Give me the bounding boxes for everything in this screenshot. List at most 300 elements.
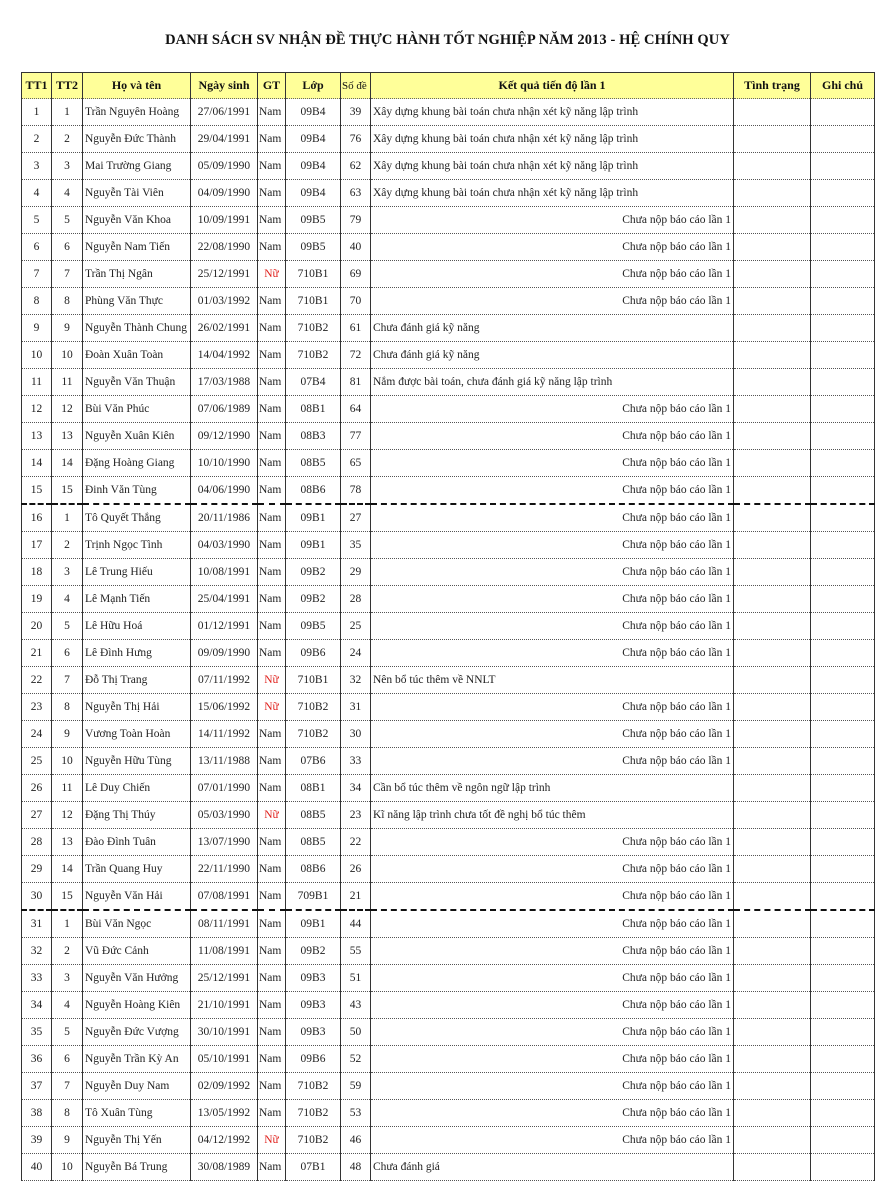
header-gender: GT — [258, 73, 286, 99]
progress-result: Chưa nộp báo cáo lần 1 — [371, 694, 734, 721]
row-tt1: 4 — [22, 180, 52, 207]
birth-date: 04/03/1990 — [191, 532, 258, 559]
status — [734, 99, 811, 126]
row-tt1: 14 — [22, 450, 52, 477]
birth-date: 10/08/1991 — [191, 559, 258, 586]
birth-date: 07/06/1989 — [191, 396, 258, 423]
note — [811, 153, 875, 180]
table-row — [22, 99, 875, 126]
table-row — [22, 532, 875, 559]
student-name: Nguyễn Thị Yến — [83, 1127, 191, 1154]
status — [734, 640, 811, 667]
progress-result: Xây dựng khung bài toán chưa nhận xét kỹ năng lập trình — [371, 153, 734, 180]
gender: Nam — [258, 396, 286, 423]
progress-result: Chưa đánh giá kỹ năng — [371, 342, 734, 369]
topic-number: 35 — [341, 532, 371, 559]
progress-result: Chưa nộp báo cáo lần 1 — [371, 1100, 734, 1127]
student-name: Lê Đình Hưng — [83, 640, 191, 667]
topic-number: 50 — [341, 1019, 371, 1046]
header-tt1: TT1 — [22, 73, 52, 99]
class: 09B4 — [286, 153, 341, 180]
gender: Nam — [258, 938, 286, 965]
birth-date: 17/03/1988 — [191, 369, 258, 396]
note — [811, 748, 875, 775]
status — [734, 450, 811, 477]
table-row — [22, 829, 875, 856]
student-name: Tô Quyết Thắng — [83, 504, 191, 532]
class: 09B3 — [286, 992, 341, 1019]
birth-date: 05/10/1991 — [191, 1046, 258, 1073]
table-row — [22, 396, 875, 423]
header-name: Họ và tên — [83, 73, 191, 99]
class: 710B2 — [286, 694, 341, 721]
status — [734, 369, 811, 396]
class: 09B1 — [286, 504, 341, 532]
row-tt2: 5 — [52, 207, 83, 234]
row-tt2: 3 — [52, 965, 83, 992]
status — [734, 261, 811, 288]
progress-result: Chưa nộp báo cáo lần 1 — [371, 640, 734, 667]
birth-date: 04/12/1992 — [191, 1127, 258, 1154]
topic-number: 43 — [341, 992, 371, 1019]
gender: Nữ — [258, 802, 286, 829]
row-tt1: 2 — [22, 126, 52, 153]
row-tt1: 8 — [22, 288, 52, 315]
note — [811, 1154, 875, 1181]
progress-result: Kĩ năng lập trình chưa tốt đề nghị bổ túc thêm — [371, 802, 734, 829]
status — [734, 586, 811, 613]
row-tt1: 20 — [22, 613, 52, 640]
gender: Nam — [258, 532, 286, 559]
row-tt1: 21 — [22, 640, 52, 667]
class: 710B1 — [286, 288, 341, 315]
topic-number: 33 — [341, 748, 371, 775]
topic-number: 59 — [341, 1073, 371, 1100]
student-name: Nguyễn Văn Khoa — [83, 207, 191, 234]
row-tt1: 19 — [22, 586, 52, 613]
progress-result: Chưa nộp báo cáo lần 1 — [371, 1073, 734, 1100]
class: 09B4 — [286, 99, 341, 126]
class: 09B6 — [286, 640, 341, 667]
birth-date: 07/01/1990 — [191, 775, 258, 802]
class: 08B3 — [286, 423, 341, 450]
row-tt1: 29 — [22, 856, 52, 883]
row-tt2: 6 — [52, 1046, 83, 1073]
topic-number: 61 — [341, 315, 371, 342]
progress-result: Chưa nộp báo cáo lần 1 — [371, 288, 734, 315]
progress-result: Nắm được bài toán, chưa đánh giá kỹ năng lập trình — [371, 369, 734, 396]
gender: Nam — [258, 99, 286, 126]
row-tt2: 15 — [52, 883, 83, 911]
table-row — [22, 856, 875, 883]
table-row — [22, 965, 875, 992]
student-name: Trần Thị Ngân — [83, 261, 191, 288]
row-tt1: 9 — [22, 315, 52, 342]
birth-date: 04/09/1990 — [191, 180, 258, 207]
class: 09B2 — [286, 938, 341, 965]
row-tt1: 23 — [22, 694, 52, 721]
topic-number: 32 — [341, 667, 371, 694]
status — [734, 126, 811, 153]
note — [811, 1046, 875, 1073]
status — [734, 1073, 811, 1100]
status — [734, 180, 811, 207]
topic-number: 27 — [341, 504, 371, 532]
row-tt1: 27 — [22, 802, 52, 829]
note — [811, 992, 875, 1019]
birth-date: 04/06/1990 — [191, 477, 258, 505]
birth-date: 14/11/1992 — [191, 721, 258, 748]
birth-date: 09/09/1990 — [191, 640, 258, 667]
row-tt1: 32 — [22, 938, 52, 965]
topic-number: 53 — [341, 1100, 371, 1127]
birth-date: 25/12/1991 — [191, 965, 258, 992]
student-name: Bùi Văn Phúc — [83, 396, 191, 423]
row-tt1: 15 — [22, 477, 52, 505]
note — [811, 694, 875, 721]
row-tt2: 14 — [52, 450, 83, 477]
row-tt2: 15 — [52, 477, 83, 505]
gender: Nam — [258, 369, 286, 396]
student-name: Nguyễn Tài Viên — [83, 180, 191, 207]
status — [734, 477, 811, 505]
student-name: Vương Toàn Hoàn — [83, 721, 191, 748]
gender: Nam — [258, 1100, 286, 1127]
status — [734, 829, 811, 856]
class: 09B4 — [286, 180, 341, 207]
header-class: Lớp — [286, 73, 341, 99]
topic-number: 65 — [341, 450, 371, 477]
row-tt2: 1 — [52, 504, 83, 532]
topic-number: 30 — [341, 721, 371, 748]
progress-result: Chưa nộp báo cáo lần 1 — [371, 613, 734, 640]
row-tt1: 6 — [22, 234, 52, 261]
class: 07B1 — [286, 1154, 341, 1181]
class: 09B2 — [286, 586, 341, 613]
birth-date: 13/07/1990 — [191, 829, 258, 856]
progress-result: Chưa nộp báo cáo lần 1 — [371, 883, 734, 911]
birth-date: 10/09/1991 — [191, 207, 258, 234]
gender: Nam — [258, 586, 286, 613]
class: 09B2 — [286, 559, 341, 586]
status — [734, 153, 811, 180]
progress-result: Chưa nộp báo cáo lần 1 — [371, 396, 734, 423]
status — [734, 748, 811, 775]
birth-date: 22/08/1990 — [191, 234, 258, 261]
row-tt1: 38 — [22, 1100, 52, 1127]
table-row — [22, 883, 875, 911]
topic-number: 34 — [341, 775, 371, 802]
table-header-row — [22, 73, 875, 99]
row-tt1: 3 — [22, 153, 52, 180]
progress-result: Chưa nộp báo cáo lần 1 — [371, 1046, 734, 1073]
page-title: DANH SÁCH SV NHẬN ĐỀ THỰC HÀNH TỐT NGHIỆP NĂM 2013 - HỆ CHÍNH QUY — [165, 32, 730, 48]
class: 07B4 — [286, 369, 341, 396]
note — [811, 396, 875, 423]
row-tt1: 40 — [22, 1154, 52, 1181]
row-tt2: 4 — [52, 180, 83, 207]
table-row — [22, 1019, 875, 1046]
table-row — [22, 992, 875, 1019]
class: 09B6 — [286, 1046, 341, 1073]
student-name: Nguyễn Văn Hải — [83, 883, 191, 911]
row-tt2: 9 — [52, 721, 83, 748]
birth-date: 29/04/1991 — [191, 126, 258, 153]
table-row — [22, 504, 875, 532]
student-name: Lê Hữu Hoá — [83, 613, 191, 640]
progress-result: Chưa nộp báo cáo lần 1 — [371, 992, 734, 1019]
progress-result: Chưa nộp báo cáo lần 1 — [371, 234, 734, 261]
student-name: Nguyễn Xuân Kiên — [83, 423, 191, 450]
student-name: Bùi Văn Ngọc — [83, 910, 191, 938]
table-row — [22, 234, 875, 261]
row-tt2: 12 — [52, 802, 83, 829]
row-tt2: 5 — [52, 613, 83, 640]
table-row — [22, 775, 875, 802]
class: 08B6 — [286, 477, 341, 505]
topic-number: 79 — [341, 207, 371, 234]
note — [811, 99, 875, 126]
progress-result: Cần bổ túc thêm về ngôn ngữ lập trình — [371, 775, 734, 802]
student-name: Nguyễn Nam Tiến — [83, 234, 191, 261]
status — [734, 667, 811, 694]
table-row — [22, 1073, 875, 1100]
note — [811, 856, 875, 883]
progress-result: Chưa nộp báo cáo lần 1 — [371, 1019, 734, 1046]
topic-number: 78 — [341, 477, 371, 505]
note — [811, 667, 875, 694]
birth-date: 10/10/1990 — [191, 450, 258, 477]
status — [734, 992, 811, 1019]
birth-date: 07/08/1991 — [191, 883, 258, 911]
note — [811, 1100, 875, 1127]
progress-result: Chưa nộp báo cáo lần 1 — [371, 504, 734, 532]
birth-date: 09/12/1990 — [191, 423, 258, 450]
row-tt1: 31 — [22, 910, 52, 938]
progress-result: Chưa nộp báo cáo lần 1 — [371, 423, 734, 450]
table-row — [22, 180, 875, 207]
note — [811, 126, 875, 153]
gender: Nam — [258, 180, 286, 207]
status — [734, 910, 811, 938]
student-name: Nguyễn Văn Thuận — [83, 369, 191, 396]
gender: Nam — [258, 1019, 286, 1046]
row-tt2: 11 — [52, 775, 83, 802]
birth-date: 26/02/1991 — [191, 315, 258, 342]
class: 710B2 — [286, 1073, 341, 1100]
row-tt2: 2 — [52, 126, 83, 153]
student-name: Nguyễn Trần Kỳ An — [83, 1046, 191, 1073]
class: 09B3 — [286, 965, 341, 992]
note — [811, 261, 875, 288]
table-row — [22, 1100, 875, 1127]
birth-date: 01/03/1992 — [191, 288, 258, 315]
topic-number: 69 — [341, 261, 371, 288]
class: 09B5 — [286, 234, 341, 261]
progress-result: Chưa nộp báo cáo lần 1 — [371, 532, 734, 559]
row-tt2: 4 — [52, 992, 83, 1019]
status — [734, 965, 811, 992]
class: 09B3 — [286, 1019, 341, 1046]
table-row — [22, 423, 875, 450]
row-tt1: 5 — [22, 207, 52, 234]
status — [734, 559, 811, 586]
header-dob: Ngày sinh — [191, 73, 258, 99]
birth-date: 11/08/1991 — [191, 938, 258, 965]
table-row — [22, 1154, 875, 1181]
topic-number: 21 — [341, 883, 371, 911]
gender: Nam — [258, 423, 286, 450]
status — [734, 1154, 811, 1181]
topic-number: 63 — [341, 180, 371, 207]
row-tt2: 13 — [52, 423, 83, 450]
gender: Nam — [258, 153, 286, 180]
row-tt1: 12 — [22, 396, 52, 423]
student-name: Mai Trường Giang — [83, 153, 191, 180]
progress-result: Chưa nộp báo cáo lần 1 — [371, 856, 734, 883]
status — [734, 721, 811, 748]
progress-result: Chưa nộp báo cáo lần 1 — [371, 1127, 734, 1154]
gender: Nam — [258, 1154, 286, 1181]
class: 09B1 — [286, 910, 341, 938]
note — [811, 938, 875, 965]
gender: Nữ — [258, 694, 286, 721]
progress-result: Chưa đánh giá — [371, 1154, 734, 1181]
note — [811, 207, 875, 234]
row-tt2: 12 — [52, 396, 83, 423]
topic-number: 62 — [341, 153, 371, 180]
note — [811, 288, 875, 315]
status — [734, 532, 811, 559]
table-row — [22, 694, 875, 721]
topic-number: 64 — [341, 396, 371, 423]
topic-number: 77 — [341, 423, 371, 450]
status — [734, 1019, 811, 1046]
status — [734, 938, 811, 965]
note — [811, 180, 875, 207]
table-row — [22, 450, 875, 477]
student-name: Trần Nguyên Hoàng — [83, 99, 191, 126]
table-row — [22, 153, 875, 180]
status — [734, 856, 811, 883]
table-row — [22, 640, 875, 667]
table-row — [22, 315, 875, 342]
birth-date: 21/10/1991 — [191, 992, 258, 1019]
row-tt2: 8 — [52, 288, 83, 315]
table-row — [22, 938, 875, 965]
progress-result: Xây dựng khung bài toán chưa nhận xét kỹ năng lập trình — [371, 180, 734, 207]
student-name: Đinh Văn Tùng — [83, 477, 191, 505]
topic-number: 26 — [341, 856, 371, 883]
status — [734, 775, 811, 802]
table-row — [22, 667, 875, 694]
note — [811, 640, 875, 667]
row-tt1: 35 — [22, 1019, 52, 1046]
row-tt1: 13 — [22, 423, 52, 450]
row-tt2: 6 — [52, 640, 83, 667]
class: 710B2 — [286, 315, 341, 342]
row-tt2: 8 — [52, 694, 83, 721]
student-name: Trần Quang Huy — [83, 856, 191, 883]
student-name: Đoàn Xuân Toàn — [83, 342, 191, 369]
row-tt1: 30 — [22, 883, 52, 911]
row-tt1: 17 — [22, 532, 52, 559]
row-tt1: 34 — [22, 992, 52, 1019]
gender: Nam — [258, 775, 286, 802]
birth-date: 07/11/1992 — [191, 667, 258, 694]
status — [734, 315, 811, 342]
row-tt1: 11 — [22, 369, 52, 396]
note — [811, 450, 875, 477]
row-tt1: 16 — [22, 504, 52, 532]
student-name: Đỗ Thị Trang — [83, 667, 191, 694]
row-tt2: 1 — [52, 99, 83, 126]
status — [734, 288, 811, 315]
birth-date: 01/12/1991 — [191, 613, 258, 640]
progress-result: Chưa nộp báo cáo lần 1 — [371, 559, 734, 586]
topic-number: 29 — [341, 559, 371, 586]
progress-result: Chưa nộp báo cáo lần 1 — [371, 586, 734, 613]
gender: Nam — [258, 450, 286, 477]
student-name: Phùng Văn Thực — [83, 288, 191, 315]
topic-number: 39 — [341, 99, 371, 126]
birth-date: 27/06/1991 — [191, 99, 258, 126]
class: 710B2 — [286, 1100, 341, 1127]
note — [811, 613, 875, 640]
topic-number: 55 — [341, 938, 371, 965]
row-tt2: 13 — [52, 829, 83, 856]
progress-result: Xây dựng khung bài toán chưa nhận xét kỹ năng lập trình — [371, 99, 734, 126]
gender: Nam — [258, 342, 286, 369]
class: 710B2 — [286, 342, 341, 369]
gender: Nam — [258, 559, 286, 586]
birth-date: 05/09/1990 — [191, 153, 258, 180]
topic-number: 28 — [341, 586, 371, 613]
gender: Nam — [258, 126, 286, 153]
progress-result: Chưa nộp báo cáo lần 1 — [371, 450, 734, 477]
class: 09B5 — [286, 613, 341, 640]
gender: Nam — [258, 748, 286, 775]
status — [734, 423, 811, 450]
topic-number: 22 — [341, 829, 371, 856]
row-tt1: 7 — [22, 261, 52, 288]
note — [811, 965, 875, 992]
table-row — [22, 342, 875, 369]
status — [734, 234, 811, 261]
status — [734, 1046, 811, 1073]
note — [811, 477, 875, 505]
class: 09B1 — [286, 532, 341, 559]
row-tt2: 10 — [52, 1154, 83, 1181]
progress-result: Nên bổ túc thêm về NNLT — [371, 667, 734, 694]
topic-number: 24 — [341, 640, 371, 667]
note — [811, 586, 875, 613]
gender: Nam — [258, 856, 286, 883]
birth-date: 15/06/1992 — [191, 694, 258, 721]
topic-number: 48 — [341, 1154, 371, 1181]
row-tt2: 5 — [52, 1019, 83, 1046]
table-row — [22, 721, 875, 748]
student-name: Nguyễn Hoàng Kiên — [83, 992, 191, 1019]
note — [811, 234, 875, 261]
progress-result: Chưa đánh giá kỹ năng — [371, 315, 734, 342]
class: 08B5 — [286, 829, 341, 856]
note — [811, 315, 875, 342]
gender: Nam — [258, 721, 286, 748]
class: 09B5 — [286, 207, 341, 234]
row-tt1: 18 — [22, 559, 52, 586]
note — [811, 559, 875, 586]
